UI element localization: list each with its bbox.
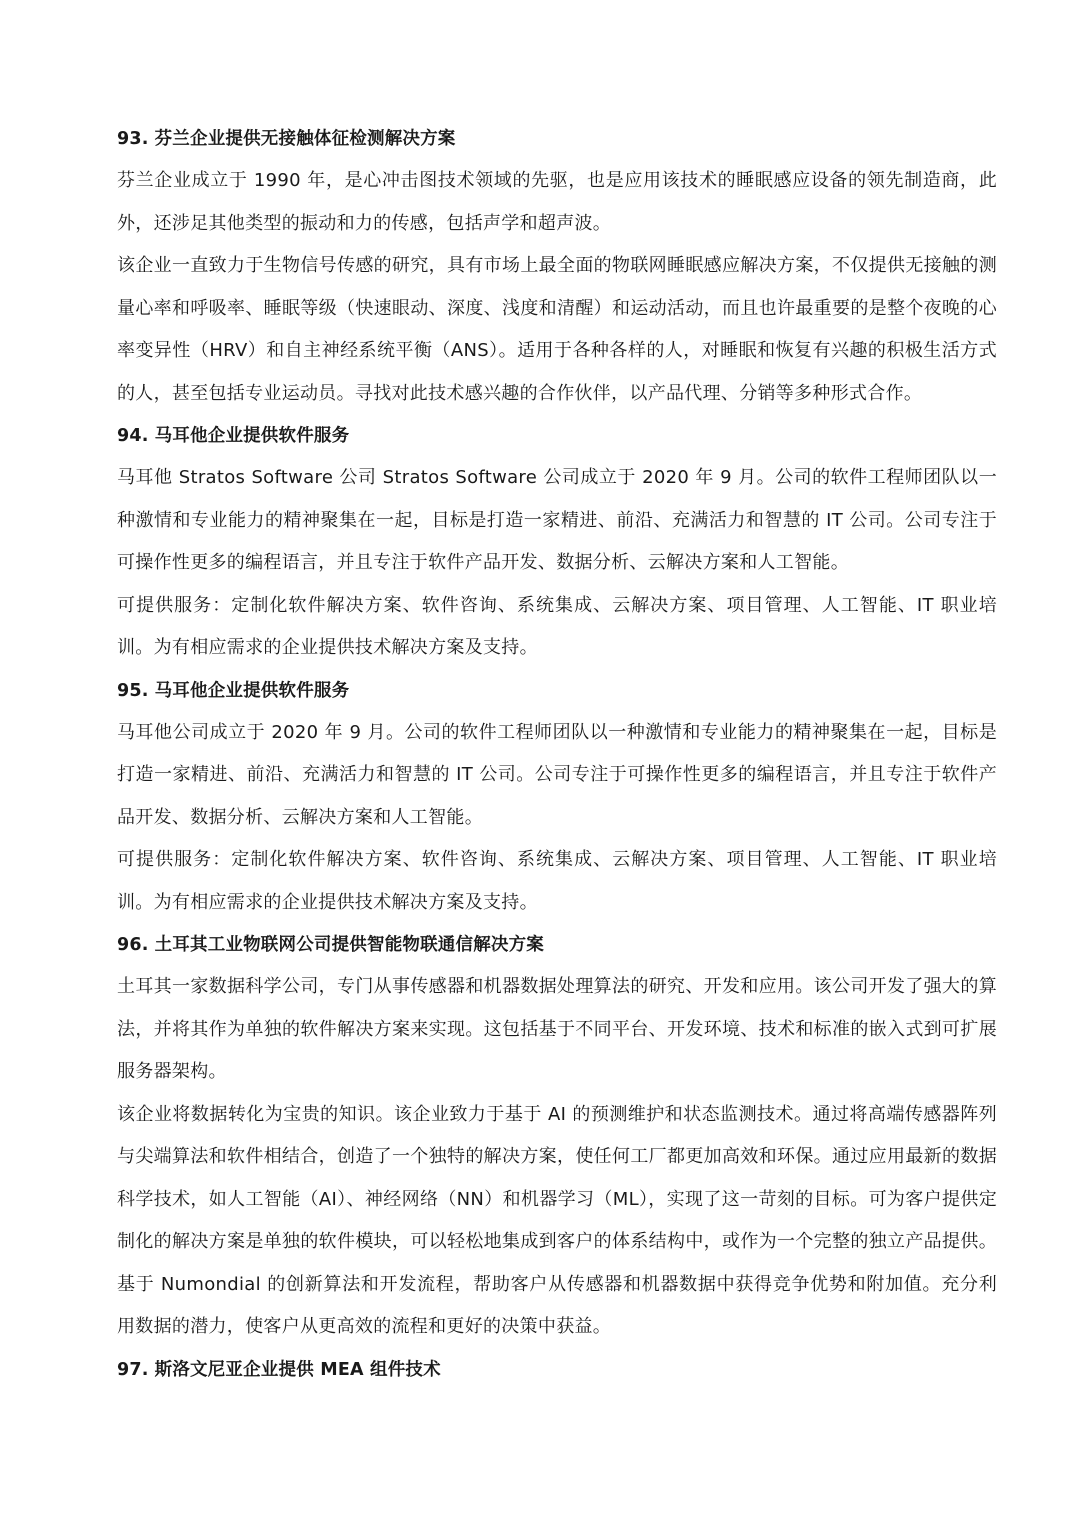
section-number: 94. (117, 426, 149, 446)
section-heading-96 (117, 924, 997, 966)
section-title: 芬兰企业提供无接触体征检测解决方案 (154, 129, 456, 149)
paragraph: 该企业一直致力于生物信号传感的研究，具有市场上最全面的物联网睡眠感应解决方案，不仅提供无接触的测量心率和呼吸率、睡眠等级（快速眼动、深度、浅度和清醒）和运动活动，而且也许最重要的是整个夜晚的心率变异性（HRV）和自主神经系统平衡（ANS）。适用于各种各样的人，对睡眠和恢复有兴趣的积极生活方式的人，甚至包括专业运动员。寻找对此技术感兴趣的合作伙伴，以产品代理、分销等多种形式合作。 (117, 255, 997, 404)
section-number: 97. (117, 1359, 149, 1380)
paragraph: 该企业将数据转化为宝贵的知识。该企业致力于基于 AI 的预测维护和状态监测技术。通过将高端传感器阵列与尖端算法和软件相结合，创造了一个独特的解决方案，使任何工厂都更加高效和环保。通过应用最新的数据科学技术，如人工智能（AI）、神经网络（NN）和机器学习（ML），实现了这一苛刻的目标。可为客户提供定制化的解决方案是单独的软件模块，可以轻松地集成到客户的体系结构中，或作为一个完整的独立产品提供。基于 Numondial 的创新算法和开发流程，帮助客户从传感器和机器数据中获得竞争优势和附加值。充分利用数据的潜力，使客户从更高效的流程和更好的决策中获益。 (117, 1103, 997, 1337)
document-page (117, 118, 997, 1391)
section-title: 斯洛文尼亚企业提供 MEA 组件技术 (154, 1359, 441, 1380)
section-title: 马耳他企业提供软件服务 (154, 680, 350, 701)
paragraph: 马耳他公司成立于 2020 年 9 月。公司的软件工程师团队以一种激情和专业能力的精神聚集在一起，目标是打造一家精进、前沿、充满活力和智慧的 IT 公司。公司专注于可操作性更多的编程语言，并且专注于软件产品开发、数据分析、云解决方案和人工智能。 (117, 721, 997, 828)
section-heading-94 (117, 415, 997, 457)
section-title: 马耳他企业提供软件服务 (154, 426, 350, 446)
section-number: 95. (117, 680, 149, 701)
section-number: 93. (117, 129, 149, 149)
section-heading-95 (117, 670, 997, 712)
section-heading-93 (117, 118, 997, 160)
section-number: 96. (117, 935, 149, 955)
paragraph: 可提供服务：定制化软件解决方案、软件咨询、系统集成、云解决方案、项目管理、人工智能、IT 职业培训。为有相应需求的企业提供技术解决方案及支持。 (117, 594, 997, 658)
paragraph: 芬兰企业成立于 1990 年，是心冲击图技术领域的先驱，也是应用该技术的睡眠感应设备的领先制造商，此外，还涉足其他类型的振动和力的传感，包括声学和超声波。 (117, 170, 997, 234)
paragraph: 土耳其一家数据科学公司，专门从事传感器和机器数据处理算法的研究、开发和应用。该公司开发了强大的算法，并将其作为单独的软件解决方案来实现。这包括基于不同平台、开发环境、技术和标准的嵌入式到可扩展服务器架构。 (117, 976, 997, 1082)
paragraph: 可提供服务：定制化软件解决方案、软件咨询、系统集成、云解决方案、项目管理、人工智能、IT 职业培训。为有相应需求的企业提供技术解决方案及支持。 (117, 849, 997, 913)
section-heading-97 (117, 1349, 997, 1391)
paragraph: 马耳他 Stratos Software 公司 Stratos Software 公司成立于 2020 年 9 月。公司的软件工程师团队以一种激情和专业能力的精神聚集在一起，目标是打造一家精进、前沿、充满活力和智慧的 IT 公司。公司专注于可操作性更多的编程语言，并且专注于软件产品开发、数据分析、云解决方案和人工智能。 (117, 467, 997, 573)
section-title: 土耳其工业物联网公司提供智能物联通信解决方案 (154, 935, 545, 955)
